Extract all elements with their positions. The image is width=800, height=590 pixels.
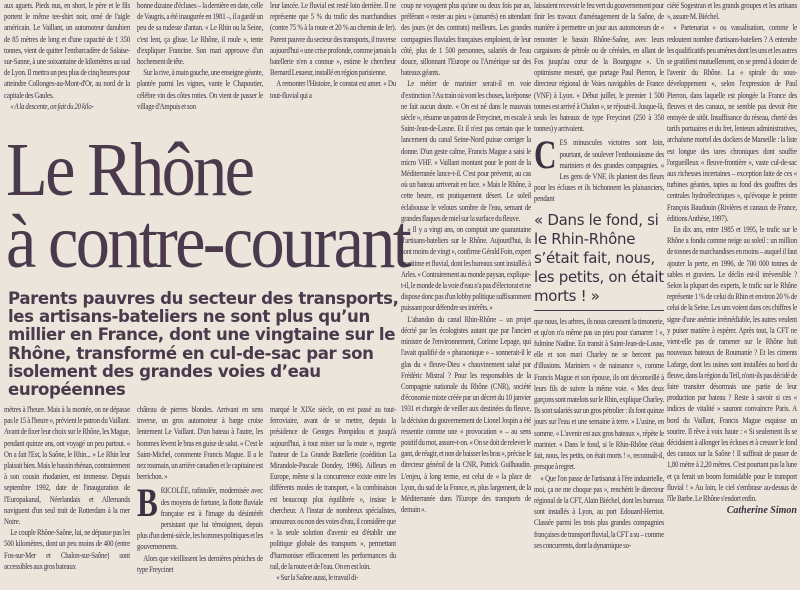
paragraph: Sur la rive, à main gauche, une enseigne géante, plantée parmi les vignes, vante le Chapoutier, célèbre vin des côtes roties. On vient de passer le village d'Ampuis et son bbox=[137, 67, 263, 111]
column-right-1 bbox=[401, 0, 531, 515]
paragraph: « A la descente, on fait du 20 kilo- bbox=[10, 100, 94, 111]
column-top-2 bbox=[137, 0, 265, 112]
headline bbox=[6, 128, 410, 284]
column-text bbox=[401, 0, 531, 515]
paragraph: Le couple Rhône-Saône, lui, ne dépasse pas les 500 kilomètres, dont un peu moins de 400 (entre Fos-sur-Mer et Chalon-sur-Saône) sont accessibles aux gros bateaux bbox=[4, 527, 130, 571]
paragraph: coup ne voyagent plus qu'une ou deux fois par an, préférant « rester au pieu » (amarrés) en attendant des jours (et des contrats) meilleurs. Les grandes compagnies fluviales françaises emploient, de leur côté, plus de 1 500 personnes, salariés de l'eau douce, sillonnant l'Europe ou l'Amérique sur des bateaux géants. bbox=[401, 0, 532, 78]
column-bottom-3 bbox=[270, 404, 398, 583]
headline-line-1: Le Rhône bbox=[6, 128, 253, 212]
paragraph-text: RICOLÉE, rafistolée, modernisée avec des moyens de fortune, la flotte fluviale française est à l'image du désintérêt persistant que lui témoignent, depuis plus d'un demi-siècle, les hommes politiques et les gouvernements. bbox=[137, 485, 263, 552]
column-text bbox=[667, 0, 797, 504]
paragraph: En dix ans, entre 1985 et 1995, le trafic sur le Rhône a fondu comme neige au soleil : un million de tonnes de marchandises en moins – auquel il faut ajouter la perte, en 1996, de 700 000 tonnes de sables et graviers. Le déclin est-il irréversible ? Selon la plupart des experts, le trafic sur le Rhône représente 1 % de celui du Rhin et environ 20 % de celui de la Seine. Les uns voient dans ces chiffres le signe d'une anémie irrémédiable, les autres veulent y puiser matière à espérer. Après tout, la CFT ne vient-elle pas de ramener sur le Rhône huit nouveaux bateaux de Roumanie ? Et les ciments Lafarge, dont les usines sont installées au bord du fleuve, dans la région du Teil, n'ont-ils pas décidé de faire transiter désormais une partie de leur production par bateau ? Reste à savoir si ces « indices de vitalité » sauront convaincre Paris. A bord du Vaillant, Francis Mague esquisse un sourire. Il rêve à voix haute : « Si seulement ils se décidaient à allonger les écluses et à creuser le fond des canaux sur la Saône ! Il suffirait de passer de 1,80 mètre à 2,20 mètres. C'est pourtant pas la lune et ça ferait un boom formidable pour le transport fluvial ! » Au loin, le ciel s'embrase au-dessus de l'île Barbe. Le Rhône s'endort enfin. bbox=[667, 224, 798, 503]
column-bottom-2 bbox=[137, 404, 265, 575]
paragraph: marqué le XIXe siècle, on est passé au tout-ferroviaire, avant de se mettre, depuis la présidence de Georges Pompidou et jusqu'à aujourd'hui, à tout miser sur la route », regrette l'auteur de La Grande Batellerie (coédition La Mirandole-Pascale Dondey, 1996). Ailleurs en Europe, même si la concurrence existe entre les différents modes de transport, « la combinaison est beaucoup plus équilibrée », insiste le chercheur. A l'instar de nombreux spécialistes, amoureux ou non des voies d'eau, il considère que « la seule solution d'avenir est d'établir une politique globale des transports », permettant d'harmoniser efficacement les performances du rail, de la route et de l'eau. On en est loin. bbox=[270, 404, 396, 571]
column-bottom-1 bbox=[4, 404, 132, 572]
paragraph: ciété Sogestran et les grands groupes et les artisans », assure M. Biéchel. bbox=[667, 0, 798, 22]
paragraph: bonne dizaine d'écluses – la dernière en date, celle de Vaugris, a été inaugurée en 1981 –, il a gardé un peu de sa rudesse d'antan. « Le Rhin ou la Seine, c'est lent, ça glisse. Le Rhône, il roule », tente d'expliquer Francine. Son mari approuve d'un hochement de tête. bbox=[137, 0, 263, 67]
paragraph: « Que l'on passe de l'artisanat à l'ère industrielle, moi, ça ne me choque pas », renchérit le directeur régional de la CFT, Alain Biéchel, dont les bureaux sont installés à Lyon, au port Edouard-Herriot. Classée parmi les trois plus grandes compagnies françaises de transport fluvial, la CFT a su – comme ses concurrents, dont la dynamique so- bbox=[534, 472, 665, 550]
column-right-3 bbox=[667, 0, 797, 516]
column-text bbox=[534, 0, 664, 205]
drop-cap: B bbox=[137, 480, 158, 526]
paragraph bbox=[534, 132, 665, 204]
paragraph: que nous, les arbres, ils nous caressent la timonerie, et qu'on n'a même pas un pieu pour s'amarrer ! », fulmine Nadine. En transit à Saint-Jean-de-Losne, elle et son mari Charley ne se bercent pas d'illusions. Mariniers « de naissance », comme Francis Mague et son épouse, ils ont déconseillé à leurs fils de suivre la même voie. « Mes deux garçons sont matelots sur le Rhin, explique Charley. Ils sont salariés sur un gros pétrolier : ils font quinze jours sur l'eau et une semaine à terre. » L'usine, en somme. « L'avenir est aux gros bateaux », répète le marinier. « Dans le fond, si le Rhin-Rhône s'était fait, nous, les petits, on était morts ! », reconnaît-il, presque à regret. bbox=[534, 315, 665, 472]
column-text bbox=[137, 404, 263, 575]
pull-quote: « Dans le fond, si le Rhin-Rhône s’était fait, nous, les petits, on était morts ! » bbox=[534, 209, 664, 311]
headline-line-2: à contre-courant bbox=[6, 200, 410, 284]
drop-cap: C bbox=[534, 132, 557, 178]
column-text bbox=[4, 404, 130, 572]
paragraph: « Il y a vingt ans, on comptait une quarantaine d'artisans-bateliers sur le Rhône. Aujourd'hui, ils sont moins de vingt », confirme Gérald Foin, expert maritime et fluvial, dont les bureaux sont installés à Arles. « Contrairement au monde paysan, explique-t-il, le monde de la voie d'eau n'a pas d'électorat et ne dispose donc pas d'un lobby politique suffisamment puissant pour défendre ses intérêts. » bbox=[401, 224, 532, 313]
column-text bbox=[270, 404, 396, 583]
paragraph: mètres à l'heure. Mais à la montée, on ne dépasse pas le 15 à l'heure », prévient le patron du Vaillant. Avant de fixer leur choix sur le Rhône, les Mague, pendant quinze ans, ont voyagé un peu partout. « On a fait l'Est, la Saône, le Rhin... » Le Rhin leur plaisait bien. Mais le bassin rhénan, contrairement à son cousin rhodanien, est immense. Depuis septembre 1992, date de l'inauguration de l'Europakanal, Néerlandais et Allemands naviguent d'un seul trait de Rotterdam à la mer Noire. bbox=[4, 404, 130, 527]
paragraph: leur lancée. Le fluvial est resté loin derrière. Il ne représente que 5 % du trafic des marchandises (contre 75 % à la route et 20 % au chemin de fer). Parent pauvre du secteur des transports, il traverse aujourd'hui « une crise profonde, comme jamais la batellerie n'en a connue », estime le chercheur Bernard Lesueur, installé en région parisienne. bbox=[270, 0, 396, 78]
column-text bbox=[270, 0, 396, 101]
paragraph: Alors que vieillissent les dernières péniches de type Freycinet bbox=[137, 552, 263, 574]
paragraph: château de pierres blondes. Arrivant en sens inverse, un gros automoteur à barge croise lentement Le Vaillant. D'un bateau à l'autre, les hommes lèvent le bras en guise de salut. « C'est le Saint-Michel, commente Francis Mague. Il a le nez roumain, un arrière canadien et le capitaine est berrichon. » bbox=[137, 404, 263, 482]
paragraph: « Partenariat » ou vassalisation, comme le redoutent nombre d'artisans-bateliers ? A entendre les qualificatifs peu amènes dont les uns et les autres se gratifient mutuellement, on se prend à douter de l'avenir du Rhône. La « spirale du sous-développement », selon l'expression de Paul Pierron, dans laquelle est plongée la France des fleuves et des canaux, ne semble pas devoir être enrayée de sitôt. Insuffisance du réseau, cherté des tarifs portuaires et du fret, lenteurs administratives, archaïsme mortel des dockers de Marseille : la liste est longue des tares chroniques dont souffre l'orgueilleux « fleuve-frontière », vaste cul-de-sac aux richesses incertaines – exception faite de ces « turbines géantes, tapies au fond des gouffres des centrales hydroélectriques », qu'évoque le peintre François Baudouin (Rivières et canaux de France, éditions Anthèse, 1997). bbox=[667, 22, 798, 223]
column-text bbox=[534, 316, 664, 551]
column-text bbox=[4, 0, 130, 112]
column-text bbox=[137, 0, 263, 112]
paragraph: « Sur la Saône aussi, le travail di- bbox=[276, 572, 359, 583]
deck-subheading: Parents pauvres du secteur des transports, les artisans-bateliers ne sont plus qu’un millier en France, dont une vingtaine sur le Rhône, transformé en cul-de-sac par son isolement des grandes voies d’eau européennes bbox=[8, 289, 399, 400]
column-right-2 bbox=[534, 0, 664, 551]
byline: Catherine Simon bbox=[726, 505, 797, 517]
column-top-3 bbox=[270, 0, 398, 101]
paragraph: aux aguets. Pieds nus, en short, le père et le fils portent le même tee-shirt noir, orné de l'aigle américain. Le Vaillant, un automoteur danubien de 85 mètres de long et d'une capacité de 1 350 tonnes, vient de quitter l'embarcadère de Salaise-sur-Sanne, à une soixantaine de kilomètres au sud de Lyon. Il mettra un peu plus de cinq heures pour atteindre Collonges-au-Mont-d'Or, au nord de la capitale des Gaules. bbox=[4, 0, 130, 100]
paragraph bbox=[137, 480, 263, 552]
paragraph: laissaient recevoir le feu vert du gouvernement pour finir les travaux d'aménagement de la Saône, de manière à permettre un jour aux automoteurs de « remonter le bassin Rhône-Saône, avec leurs cargaisons de pétrole ou de céréales, en allant de Fos jusqu'au cœur de la Bourgogne ». Un optimisme mesuré, que partage Paul Pierron, le directeur régional de Voies navigables de France (VNF) à Lyon. « Début juillet, le premier 1 500 tonnes est arrivé à Chalon », se réjouit-il. Jusque-là, seuls les bateaux de type Freycinet (250 à 350 tonnes) y arrivaient. bbox=[534, 0, 665, 134]
paragraph: Le métier de marinier serait-il en voie d'extinction ? Au train où vont les choses, la réponse ne fait aucun doute. « On est né dans le mauvais siècle », résume un patron de Freycinet, en escale à Saint-Jean-de-Losne. Et il n'est pas certain que le lancement du canal Seine-Nord puisse corriger la donne. D'un geste calme, Francis Mague a saisi le micro VHF. « Vaillant montant pour le pont de la Méditerranée lance-t-il. C'est pour prévenir, au cas où un bateau arriverait en face. » Mais le Rhône, à cette heure, est pratiquement désert. Le soleil éclabousse le velours sombre de l'eau, semant de grandes flaques de miel sur la surface du fleuve. bbox=[401, 78, 532, 223]
paragraph: A remonter l'Histoire, le constat est amer. « Du tout-fluvial qui a bbox=[270, 78, 396, 100]
paragraph-text: ES minuscules victoires sont loin, pourtant, de soulever l'enthousiasme des mariniers et des grandes compagnies. « Les gens de VNF, ils plantent des fleurs pour les écluses et ils bichonnent les plaisanciers, pendant bbox=[534, 137, 665, 204]
column-top-1 bbox=[4, 0, 132, 112]
paragraph: L'abandon du canal Rhin-Rhône – un projet décrié par les écologistes autant que par l'ancien ministre de l'environnement, Corinne Lepage, qui l'avait qualifié de « pharaonique » – sonnerait-il le glas du « fleuve-Dieu » chauvinement salué par Frédéric Mistral ? Pour les responsables de la Compagnie nationale du Rhône (CNR), société d'économie mixte créée par un décret du 10 janvier 1931 et chargée de veiller aux destinées du fleuve, la décision du gouvernement de Lionel Jospin a été ressentie comme une « provocation » – au sens positif du mot, assure-t-on. « On se doit de relever le gant, de réagir, et non de baisser les bras », précise le directeur général de la CNR, Patrick Guilhaudin. L'enjeu, à long terme, est celui de « la place de Lyon, du sud de la France, et, plus largement, de la Méditerranée dans l'Europe des transports de demain ». bbox=[401, 313, 532, 515]
